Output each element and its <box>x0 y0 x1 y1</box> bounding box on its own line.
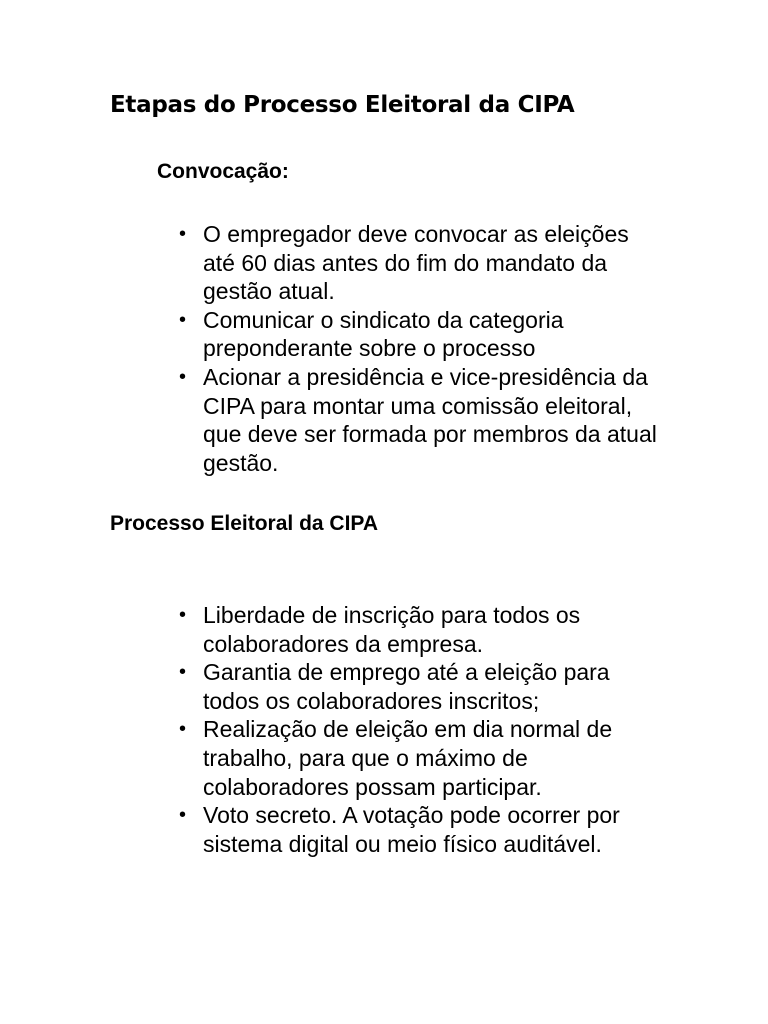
convocacao-list <box>0 220 663 477</box>
section-heading-convocacao: Convocação: <box>157 160 289 183</box>
list-item-text: O empregador deve convocar as eleições até 60 dias antes do fim do mandato da gestão atual. <box>203 221 629 305</box>
list-item-text: Comunicar o sindicato da categoria preponderante sobre o processo <box>203 306 564 362</box>
list-item-text: Acionar a presidência e vice-presidência da CIPA para montar uma comissão eleitoral, que deve ser formada por membros da atual gestão. <box>203 363 657 476</box>
list-item-text: Garantia de emprego até a eleição para todos os colaboradores inscritos; <box>203 659 610 714</box>
bullet-icon: • <box>179 804 187 827</box>
list-item <box>0 306 663 363</box>
bullet-icon: • <box>179 661 187 684</box>
list-item <box>0 658 663 715</box>
document-title: Etapas do Processo Eleitoral da CIPA <box>110 92 575 118</box>
bullet-icon: • <box>179 604 187 626</box>
bullet-icon: • <box>179 718 187 741</box>
list-item-text: Voto secreto. A votação pode ocorrer por sistema digital ou meio físico auditável. <box>203 802 620 857</box>
list-item <box>0 220 663 306</box>
list-item-text: Liberdade de inscrição para todos os colaboradores da empresa. <box>203 602 581 657</box>
bullet-icon: • <box>179 365 187 388</box>
bullet-icon: • <box>179 308 187 331</box>
bullet-icon: • <box>179 223 187 245</box>
list-item <box>0 715 663 801</box>
processo-eleitoral-list <box>0 601 663 858</box>
list-item <box>0 363 663 477</box>
list-item <box>0 801 663 858</box>
list-item <box>0 601 663 658</box>
section-heading-processo-eleitoral: Processo Eleitoral da CIPA <box>110 512 379 535</box>
list-item-text: Realização de eleição em dia normal de trabalho, para que o máximo de colaboradores possam participar. <box>203 716 613 800</box>
